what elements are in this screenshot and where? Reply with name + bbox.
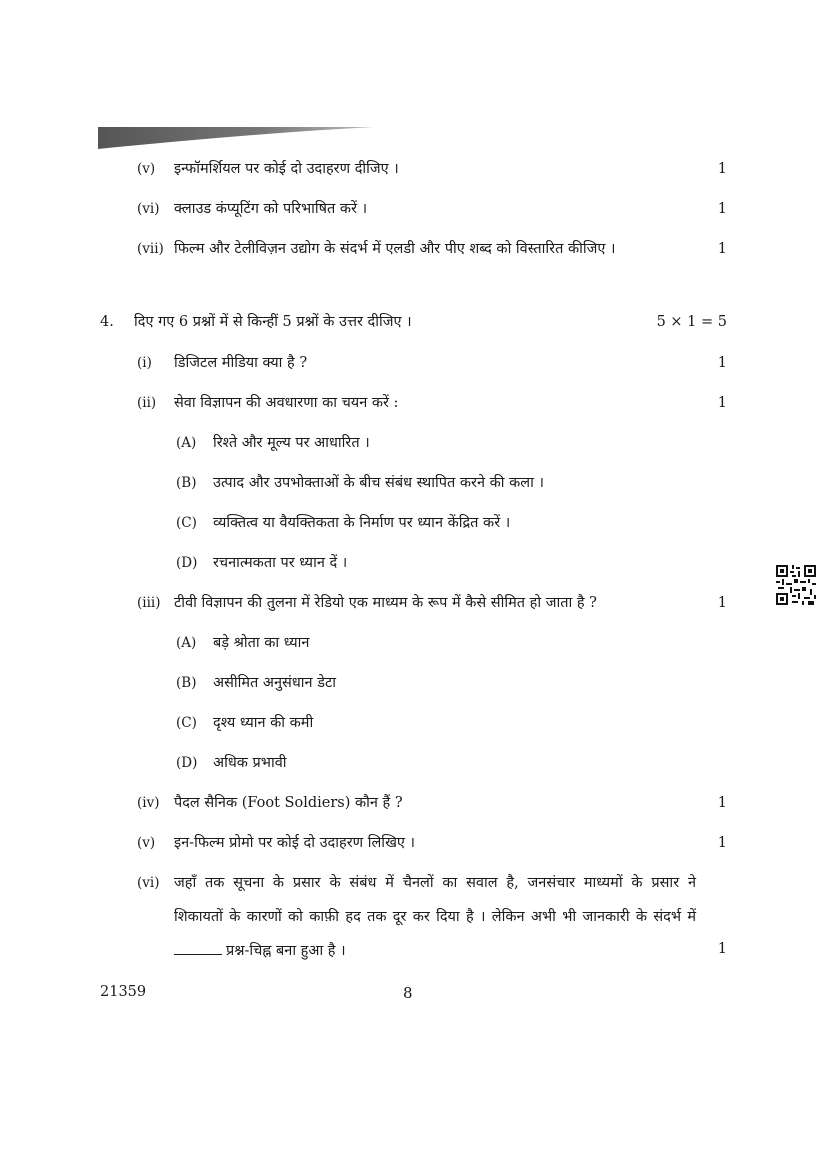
option-label: (A) [176,435,197,451]
header-decorative-bar [98,127,374,149]
item-label: (vi) [137,201,160,217]
item-marks: 1 [717,241,727,257]
option-item [0,552,827,574]
option-label: (C) [176,515,197,531]
paragraph-line: जहाँ तक सूचना के प्रसार के संबंध में चैनलों का सवाल है, जनसंचार माध्यमों के प्रसार ने [174,875,696,891]
option-text: दृश्य ध्यान की कमी [213,715,314,731]
item-text: इन्फॉमर्शियल पर कोई दो उदाहरण दीजिए । [174,161,399,177]
item-marks: 1 [717,595,727,611]
item-text: इन-फिल्म प्रोमो पर कोई दो उदाहरण लिखिए । [174,835,416,851]
paragraph-line-text: प्रश्न-चिह्न बना हुआ है । [226,943,346,959]
item-text: पैदल सैनिक (Foot Soldiers) कौन हैं ? [174,795,403,811]
item-label: (i) [137,355,152,371]
item-label: (v) [137,161,156,177]
item-marks: 1 [717,941,727,957]
item-marks: 1 [717,161,727,177]
item-text: क्लाउड कंप्यूटिंग को परिभाषित करें । [174,201,368,217]
option-text: रचनात्मकता पर ध्यान दें । [213,555,348,571]
qr-code-icon [776,565,816,605]
question-instruction: दिए गए 6 प्रश्नों में से किन्हीं 5 प्रश्नों के उत्तर दीजिए । [134,314,412,330]
item-marks: 1 [717,355,727,371]
question-header [0,311,827,333]
option-text: उत्पाद और उपभोक्ताओं के बीच संबंध स्थापित करने की कला । [213,475,544,491]
option-item [0,672,827,694]
option-item [0,472,827,494]
option-item [0,712,827,734]
item-marks-row [0,938,827,960]
option-item [0,632,827,654]
item-marks: 1 [717,395,727,411]
option-label: (D) [176,755,198,771]
option-label: (B) [176,475,197,491]
question-item [0,238,827,260]
item-label: (iii) [137,595,161,611]
question-item [0,392,827,414]
option-text: रिश्ते और मूल्य पर आधारित । [213,435,370,451]
question-item [0,352,827,374]
paper-code: 21359 [100,984,147,1000]
option-label: (C) [176,715,197,731]
page-number: 8 [403,984,413,1002]
item-marks: 1 [717,201,727,217]
option-text: व्यक्तित्व या वैयक्तिकता के निर्माण पर ध्यान केंद्रित करें । [213,515,511,531]
option-item [0,512,827,534]
question-item [0,832,827,854]
paragraph-line: शिकायतों के कारणों को काफ़ी हद तक दूर कर दिया है । लेकिन अभी भी जानकारी के संदर्भ में [174,909,696,925]
item-text: सेवा विज्ञापन की अवधारणा का चयन करें : [174,395,399,411]
question-marks: 5 × 1 = 5 [656,314,727,330]
option-item [0,432,827,454]
item-text: डिजिटल मीडिया क्या है ? [174,355,308,371]
option-text: अधिक प्रभावी [213,755,287,771]
question-number: 4. [100,314,114,330]
item-label: (ii) [137,395,157,411]
item-label: (iv) [137,795,160,811]
item-text: टीवी विज्ञापन की तुलना में रेडियो एक माध्यम के रूप में कैसे सीमित हो जाता है ? [174,595,597,611]
item-label: (v) [137,835,156,851]
item-label: (vii) [137,241,164,257]
item-marks: 1 [717,795,727,811]
item-marks: 1 [717,835,727,851]
item-label: (vi) [137,875,160,891]
question-item [0,592,827,614]
option-item [0,752,827,774]
item-text: फिल्म और टेलीविज़न उद्योग के संदर्भ में एलडी और पीए शब्द को विस्तारित कीजिए । [174,241,616,257]
option-label: (D) [176,555,198,571]
question-item [0,792,827,814]
option-label: (A) [176,635,197,651]
question-item [0,158,827,180]
option-text: असीमित अनुसंधान डेटा [213,675,337,691]
option-label: (B) [176,675,197,691]
question-item [0,198,827,220]
option-text: बड़े श्रोता का ध्यान [213,635,310,651]
